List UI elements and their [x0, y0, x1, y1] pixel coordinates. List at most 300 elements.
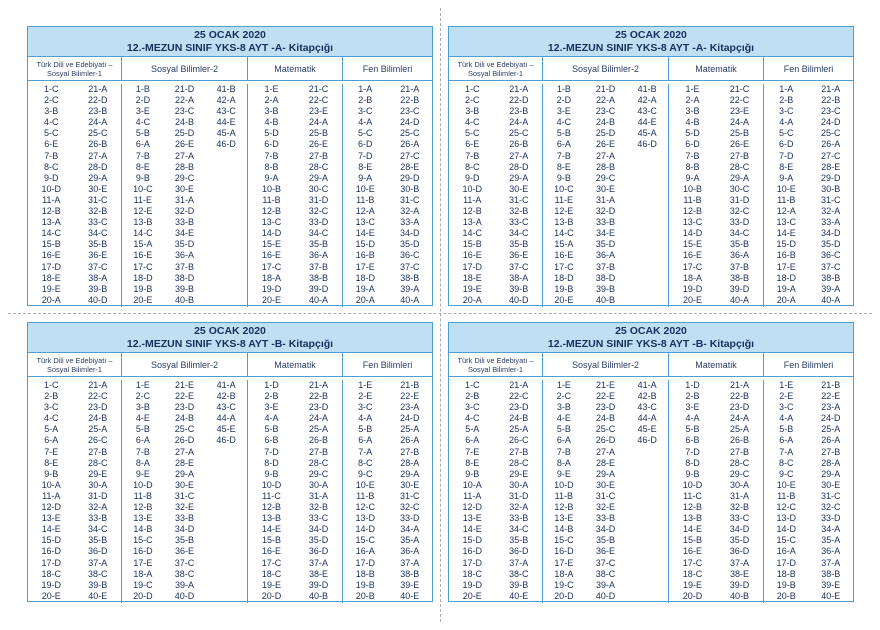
answer-cell: 32-C	[729, 206, 750, 217]
answer-cell: 25-A	[88, 424, 108, 435]
answer-column	[543, 84, 585, 307]
answer-cell: 9-E	[135, 468, 150, 479]
answer-cell: 36-D	[308, 546, 329, 557]
answer-cell: 33-D	[820, 513, 841, 524]
answer-cell: 22-D	[508, 95, 529, 106]
answer-cell: 10-A	[462, 479, 482, 490]
answer-cell: 30-A	[88, 479, 108, 490]
answer-cell: 38-B	[308, 272, 328, 283]
answer-cell: 27-B	[509, 446, 529, 457]
answer-cell: 30-A	[729, 479, 749, 490]
answer-cell: 35-A	[400, 535, 420, 546]
answer-cell: 29-A	[509, 172, 529, 183]
answer-cell: 33-B	[596, 217, 616, 228]
answer-cell: 7-B	[135, 150, 150, 161]
answer-cell: 4-A	[779, 413, 794, 424]
answer-cell: 27-A	[509, 150, 529, 161]
answer-cell: 35-B	[509, 239, 529, 250]
answer-cell: 24-B	[88, 413, 108, 424]
answer-cell: 38-D	[174, 272, 195, 283]
answer-cell: 13-C	[682, 217, 703, 228]
answer-cell: 27-C	[820, 150, 841, 161]
answer-cell: 46-D	[637, 435, 657, 446]
answer-cell: 20-D	[261, 590, 282, 601]
answer-cell: 42-A	[637, 95, 657, 106]
answer-cell: 35-D	[308, 535, 329, 546]
answer-cell: 9-D	[464, 172, 480, 183]
answer-cell: 10-E	[355, 183, 375, 194]
exam-subtitle: 12.-MEZUN SINIF YKS-8 AYT -A- Kitapçığı	[547, 42, 755, 54]
answer-cell: 1-C	[464, 380, 480, 390]
answer-cell: 10-E	[776, 183, 796, 194]
answer-cell: 23-B	[88, 106, 108, 117]
answer-cell: 46-D	[216, 139, 236, 150]
answer-cell: 6-A	[556, 139, 571, 150]
answer-cell: 20-D	[133, 590, 153, 601]
answer-cell: 34-C	[508, 524, 529, 535]
answer-cell: 22-E	[175, 391, 195, 402]
answer-cell: 21-A	[729, 380, 749, 390]
answer-cell: 39-B	[509, 283, 529, 294]
answer-cell: 4-A	[358, 117, 373, 128]
answer-cell: 24-D	[820, 117, 841, 128]
answer-cell: 5-B	[358, 424, 373, 435]
answer-cell: 20-D	[554, 590, 574, 601]
answer-cell: 21-A	[509, 380, 529, 390]
answer-column	[75, 380, 122, 603]
vertical-cut-line	[440, 8, 441, 622]
answer-cell: 17-E	[355, 261, 375, 272]
answer-cell: 15-B	[462, 239, 482, 250]
answer-cell: 24-B	[596, 117, 616, 128]
column-header: Matematik	[668, 353, 763, 376]
answer-cell: 13-C	[261, 217, 282, 228]
answer-cell: 11-A	[463, 490, 482, 501]
answer-cell: 1-A	[358, 84, 373, 94]
answer-cell: 14-D	[776, 524, 796, 535]
answer-column	[295, 380, 342, 603]
answer-cell: 25-B	[729, 128, 749, 139]
answer-cell: 2-C	[135, 391, 151, 402]
answer-cell: 6-A	[358, 435, 373, 446]
answer-cell: 35-B	[509, 535, 529, 546]
answer-cell: 10-D	[554, 479, 574, 490]
answer-cell: 15-C	[776, 535, 796, 546]
answer-cell: 23-D	[174, 402, 195, 413]
answer-cell: 29-C	[595, 172, 616, 183]
answer-cell: 33-B	[596, 513, 616, 524]
answer-cell: 9-B	[556, 172, 571, 183]
answer-key-card	[448, 26, 854, 306]
answer-cell: 38-B	[821, 568, 841, 579]
answer-cell: 28-E	[175, 457, 195, 468]
answer-cell: 31-C	[399, 490, 420, 501]
answer-cell: 24-B	[596, 413, 616, 424]
answer-cell: 1-C	[43, 380, 59, 390]
answer-cell: 8-C	[464, 161, 480, 172]
answer-cell: 15-A	[554, 239, 574, 250]
section-turk-dili-sosyal-1	[28, 380, 121, 603]
section-fen-bilimleri	[763, 84, 853, 307]
answer-cell: 21-D	[174, 84, 195, 94]
answer-cell: 32-A	[400, 206, 420, 217]
answer-cell: 26-D	[174, 435, 195, 446]
answer-cell: 22-B	[308, 391, 328, 402]
exam-date: 25 OCAK 2020	[194, 325, 266, 337]
answer-cell: 16-E	[41, 250, 61, 261]
answer-cell: 29-C	[308, 468, 329, 479]
answer-cell: 39-A	[596, 579, 616, 590]
answer-cell: 16-B	[355, 250, 375, 261]
answer-cell: 19-A	[355, 283, 375, 294]
answer-cell: 27-A	[88, 150, 108, 161]
answer-cell: 23-C	[820, 106, 841, 117]
answer-cell: 10-D	[462, 183, 482, 194]
answer-cell: 19-E	[41, 283, 61, 294]
answer-cell: 26-A	[821, 139, 841, 150]
answer-cell: 36-A	[729, 250, 749, 261]
answer-cell: 25-D	[595, 128, 616, 139]
answer-cell: 6-B	[264, 435, 279, 446]
answer-cell: 23-A	[821, 402, 841, 413]
answer-cell: 6-A	[135, 139, 150, 150]
answer-cell: 23-D	[595, 402, 616, 413]
section-sosyal-bilimler-2	[542, 84, 668, 307]
answer-cell: 39-B	[596, 283, 616, 294]
section-fen-bilimleri	[763, 380, 853, 603]
answer-cell: 45-A	[216, 128, 236, 139]
answer-column	[585, 84, 627, 307]
answer-cell: 32-A	[509, 502, 529, 513]
answer-cell: 20-A	[776, 294, 796, 305]
column-header: Matematik	[247, 57, 342, 80]
answer-cell: 13-C	[355, 217, 375, 228]
answer-cell: 23-D	[87, 402, 108, 413]
exam-subtitle: 12.-MEZUN SINIF YKS-8 AYT -B- Kitapçığı	[126, 338, 334, 350]
answer-cell: 3-B	[556, 402, 571, 413]
answer-cell: 37-A	[308, 557, 328, 568]
answer-cell: 21-A	[400, 84, 420, 94]
answer-cell: 4-B	[264, 117, 279, 128]
answer-cell: 20-E	[133, 294, 153, 305]
answer-cell: 29-A	[308, 172, 328, 183]
answer-cell: 35-A	[821, 535, 841, 546]
answer-cell: 44-A	[637, 413, 657, 424]
answer-cell: 38-E	[308, 568, 328, 579]
answer-cell: 15-C	[133, 535, 153, 546]
answer-cell: 40-D	[595, 590, 616, 601]
answer-column	[449, 84, 496, 307]
answer-cell: 12-B	[682, 206, 702, 217]
answer-column	[122, 84, 164, 307]
answer-cell: 20-A	[41, 294, 61, 305]
answer-cell: 1-E	[264, 84, 279, 94]
answer-cell: 15-C	[554, 535, 574, 546]
answer-cell: 32-B	[729, 502, 749, 513]
answer-cell: 28-A	[821, 457, 841, 468]
card-header	[449, 27, 853, 57]
answer-cell: 33-C	[308, 513, 329, 524]
answer-cell: 7-B	[556, 150, 571, 161]
answer-cell: 21-A	[88, 84, 108, 94]
answer-cell: 38-C	[87, 568, 108, 579]
answer-column	[205, 380, 247, 603]
answer-cell: 13-E	[41, 513, 61, 524]
answer-cell: 22-B	[729, 391, 749, 402]
answer-cell: 31-C	[399, 194, 420, 205]
answer-cell: 39-E	[400, 579, 420, 590]
answer-cell: 8-E	[465, 457, 480, 468]
answer-cell: 4-C	[135, 117, 151, 128]
answer-cell: 26-B	[509, 139, 529, 150]
answer-cell: 7-B	[44, 150, 59, 161]
answer-cell: 33-B	[509, 513, 529, 524]
answer-cell: 2-B	[44, 391, 59, 402]
answer-cell: 29-A	[400, 468, 420, 479]
answer-cell: 7-E	[44, 446, 59, 457]
answer-cell: 7-D	[357, 150, 373, 161]
answer-cell: 1-B	[556, 84, 571, 94]
answer-cell: 21-B	[400, 380, 420, 390]
answer-cell: 26-A	[400, 139, 420, 150]
answer-cell: 11-B	[356, 490, 375, 501]
answer-cell: 26-B	[729, 435, 749, 446]
answer-cell: 4-C	[43, 117, 59, 128]
answer-cell: 45-A	[637, 128, 657, 139]
column-header: Sosyal Bilimler-2	[121, 353, 247, 376]
answer-cell: 27-B	[308, 446, 328, 457]
answer-cell: 22-C	[87, 391, 108, 402]
answer-cell: 34-D	[399, 228, 420, 239]
answer-cell: 29-A	[729, 172, 749, 183]
column-headers	[449, 353, 853, 377]
answer-column	[164, 380, 206, 603]
answer-cell: 26-B	[308, 435, 328, 446]
answer-cell: 25-A	[821, 424, 841, 435]
answer-cell: 1-E	[779, 380, 794, 390]
answer-cell: 28-C	[308, 161, 329, 172]
answer-cell: 23-E	[729, 106, 749, 117]
answer-cell: 38-B	[821, 272, 841, 283]
answer-cell: 32-C	[308, 206, 329, 217]
answer-cell: 28-C	[508, 457, 529, 468]
answer-cell: 10-B	[682, 183, 702, 194]
answer-cell: 2-B	[779, 95, 794, 106]
answer-cell: 33-D	[399, 513, 420, 524]
column-header: Türk Dili ve Edebiyatı – Sosyal Bilimler-1	[36, 355, 113, 374]
answer-cell: 16-B	[776, 250, 796, 261]
answer-cell: 33-B	[175, 217, 195, 228]
answer-cell: 25-C	[508, 128, 529, 139]
answer-cell: 37-A	[821, 557, 841, 568]
answer-cell: 24-B	[175, 117, 195, 128]
answer-cell: 10-B	[261, 183, 281, 194]
answer-cell: 31-A	[175, 194, 195, 205]
answer-cell: 37-C	[595, 557, 616, 568]
answer-cell: 1-E	[135, 380, 150, 390]
answer-cell: 3-C	[357, 402, 373, 413]
answer-cell: 10-A	[41, 479, 61, 490]
answer-cell: 22-C	[729, 95, 750, 106]
answer-cell: 35-B	[308, 239, 328, 250]
answer-cell: 9-A	[685, 172, 700, 183]
answer-cell: 39-B	[88, 579, 108, 590]
answer-cell: 18-C	[261, 568, 282, 579]
answer-cell: 29-C	[729, 468, 750, 479]
answer-cell: 24-D	[820, 413, 841, 424]
answer-cell: 7-D	[685, 446, 700, 457]
answer-cell: 30-E	[509, 183, 529, 194]
answer-cell: 2-E	[358, 391, 373, 402]
answer-cell: 14-C	[41, 228, 61, 239]
answer-cell: 40-E	[88, 590, 108, 601]
answer-cell: 37-C	[820, 261, 841, 272]
answer-cell: 15-A	[133, 239, 153, 250]
answer-cell: 37-B	[308, 261, 328, 272]
answer-cell: 12-B	[261, 502, 281, 513]
answer-column	[626, 84, 668, 307]
answer-cell: 33-A	[821, 217, 841, 228]
answer-cell: 26-E	[729, 139, 749, 150]
answer-cell: 11-B	[356, 194, 375, 205]
answer-cell: 17-D	[462, 261, 482, 272]
answer-cell: 8-E	[779, 161, 794, 172]
answer-cell: 38-E	[729, 568, 749, 579]
answer-cell: 4-A	[779, 117, 794, 128]
answer-cell: 16-E	[261, 250, 281, 261]
answer-cell: 24-D	[399, 413, 420, 424]
answer-cell: 18-A	[261, 272, 281, 283]
answer-cell: 33-B	[175, 513, 195, 524]
card-header	[449, 323, 853, 353]
answer-cell: 35-D	[174, 239, 195, 250]
answer-cell: 29-E	[88, 468, 108, 479]
answer-cell: 29-A	[88, 172, 108, 183]
answer-cell: 6-A	[44, 435, 59, 446]
section-sosyal-bilimler-2	[121, 84, 247, 307]
answer-cell: 37-B	[596, 261, 616, 272]
answer-cell: 19-A	[776, 283, 796, 294]
answer-cell: 11-B	[683, 194, 702, 205]
answer-cell: 16-E	[682, 250, 702, 261]
answer-cell: 35-B	[88, 535, 108, 546]
answer-cell: 39-A	[821, 283, 841, 294]
answer-cell: 9-C	[357, 468, 373, 479]
answer-cell: 39-D	[729, 579, 750, 590]
answer-cell: 8-C	[778, 457, 794, 468]
column-headers	[449, 57, 853, 81]
answer-cell: 3-B	[465, 106, 480, 117]
answer-cell: 21-A	[88, 380, 108, 390]
answer-cell: 6-B	[685, 435, 700, 446]
answer-cell: 29-D	[399, 172, 420, 183]
answer-cell: 19-E	[682, 579, 702, 590]
answer-cell: 27-B	[729, 150, 749, 161]
answer-cell: 19-D	[682, 283, 703, 294]
answer-cell: 12-B	[41, 206, 61, 217]
answer-cell: 36-A	[596, 250, 616, 261]
answer-cell: 7-D	[778, 150, 794, 161]
answer-cell: 19-E	[462, 283, 482, 294]
answer-cell: 12-D	[462, 502, 482, 513]
answer-cell: 4-E	[135, 413, 150, 424]
answer-cell: 19-B	[355, 579, 375, 590]
answer-cell: 16-D	[554, 546, 574, 557]
answer-cell: 19-E	[261, 579, 281, 590]
answer-cell: 1-A	[779, 84, 794, 94]
answer-cell: 4-C	[464, 413, 480, 424]
exam-date: 25 OCAK 2020	[194, 29, 266, 41]
answer-cell: 19-B	[133, 283, 153, 294]
answer-cell: 30-B	[400, 183, 420, 194]
answer-cell: 8-C	[43, 161, 59, 172]
answer-cell: 13-E	[462, 513, 482, 524]
answer-cell: 40-D	[87, 294, 108, 305]
answer-cell: 16-E	[133, 250, 153, 261]
answer-cell: 37-A	[88, 557, 108, 568]
answer-cell: 24-A	[729, 117, 749, 128]
answer-cell: 8-E	[44, 457, 59, 468]
answer-cell: 38-D	[595, 272, 616, 283]
answer-cell: 8-A	[556, 457, 571, 468]
answer-column	[295, 84, 342, 307]
answer-cell: 37-A	[400, 557, 420, 568]
column-header: Türk Dili ve Edebiyatı – Sosyal Bilimler-1	[457, 59, 534, 78]
answer-cell: 13-A	[41, 217, 61, 228]
answer-cell: 7-B	[465, 150, 480, 161]
answer-cell: 5-D	[264, 128, 279, 139]
answer-cell: 24-A	[308, 413, 328, 424]
answer-cell: 30-A	[509, 479, 529, 490]
answer-cell: 21-E	[596, 380, 616, 390]
answer-cell: 39-A	[400, 283, 420, 294]
answer-cell: 32-B	[308, 502, 328, 513]
answer-cell: 13-D	[355, 513, 375, 524]
answer-cell: 31-C	[87, 194, 108, 205]
answer-cell: 19-C	[554, 579, 574, 590]
answer-cell: 10-C	[554, 183, 574, 194]
answer-cell: 17-C	[261, 557, 282, 568]
answer-cell: 22-E	[596, 391, 616, 402]
answer-column	[343, 380, 388, 603]
answer-key-card	[448, 322, 854, 602]
answer-column	[248, 380, 295, 603]
answer-cell: 4-E	[556, 413, 571, 424]
answer-cell: 17-D	[41, 557, 61, 568]
answer-cell: 32-D	[174, 206, 195, 217]
answer-cell: 2-B	[685, 391, 700, 402]
answer-cell: 28-C	[729, 457, 750, 468]
answer-cell: 33-C	[508, 217, 529, 228]
answer-cell: 22-C	[308, 95, 329, 106]
answer-cell: 36-E	[509, 250, 529, 261]
answer-column	[449, 380, 496, 603]
answer-column	[716, 84, 763, 307]
answer-cell: 7-B	[685, 150, 700, 161]
answer-cell: 14-D	[355, 524, 375, 535]
answers-body	[28, 81, 432, 307]
answer-column	[543, 380, 585, 603]
answer-cell: 40-B	[308, 590, 328, 601]
answer-cell: 34-D	[820, 228, 841, 239]
answer-cell: 37-B	[729, 261, 749, 272]
answer-cell: 8-D	[264, 457, 279, 468]
answer-cell: 38-C	[595, 568, 616, 579]
answer-cell: 3-B	[44, 106, 59, 117]
answer-cell: 25-C	[820, 128, 841, 139]
answer-cell: 17-C	[682, 261, 703, 272]
answer-cell: 20-A	[462, 294, 482, 305]
